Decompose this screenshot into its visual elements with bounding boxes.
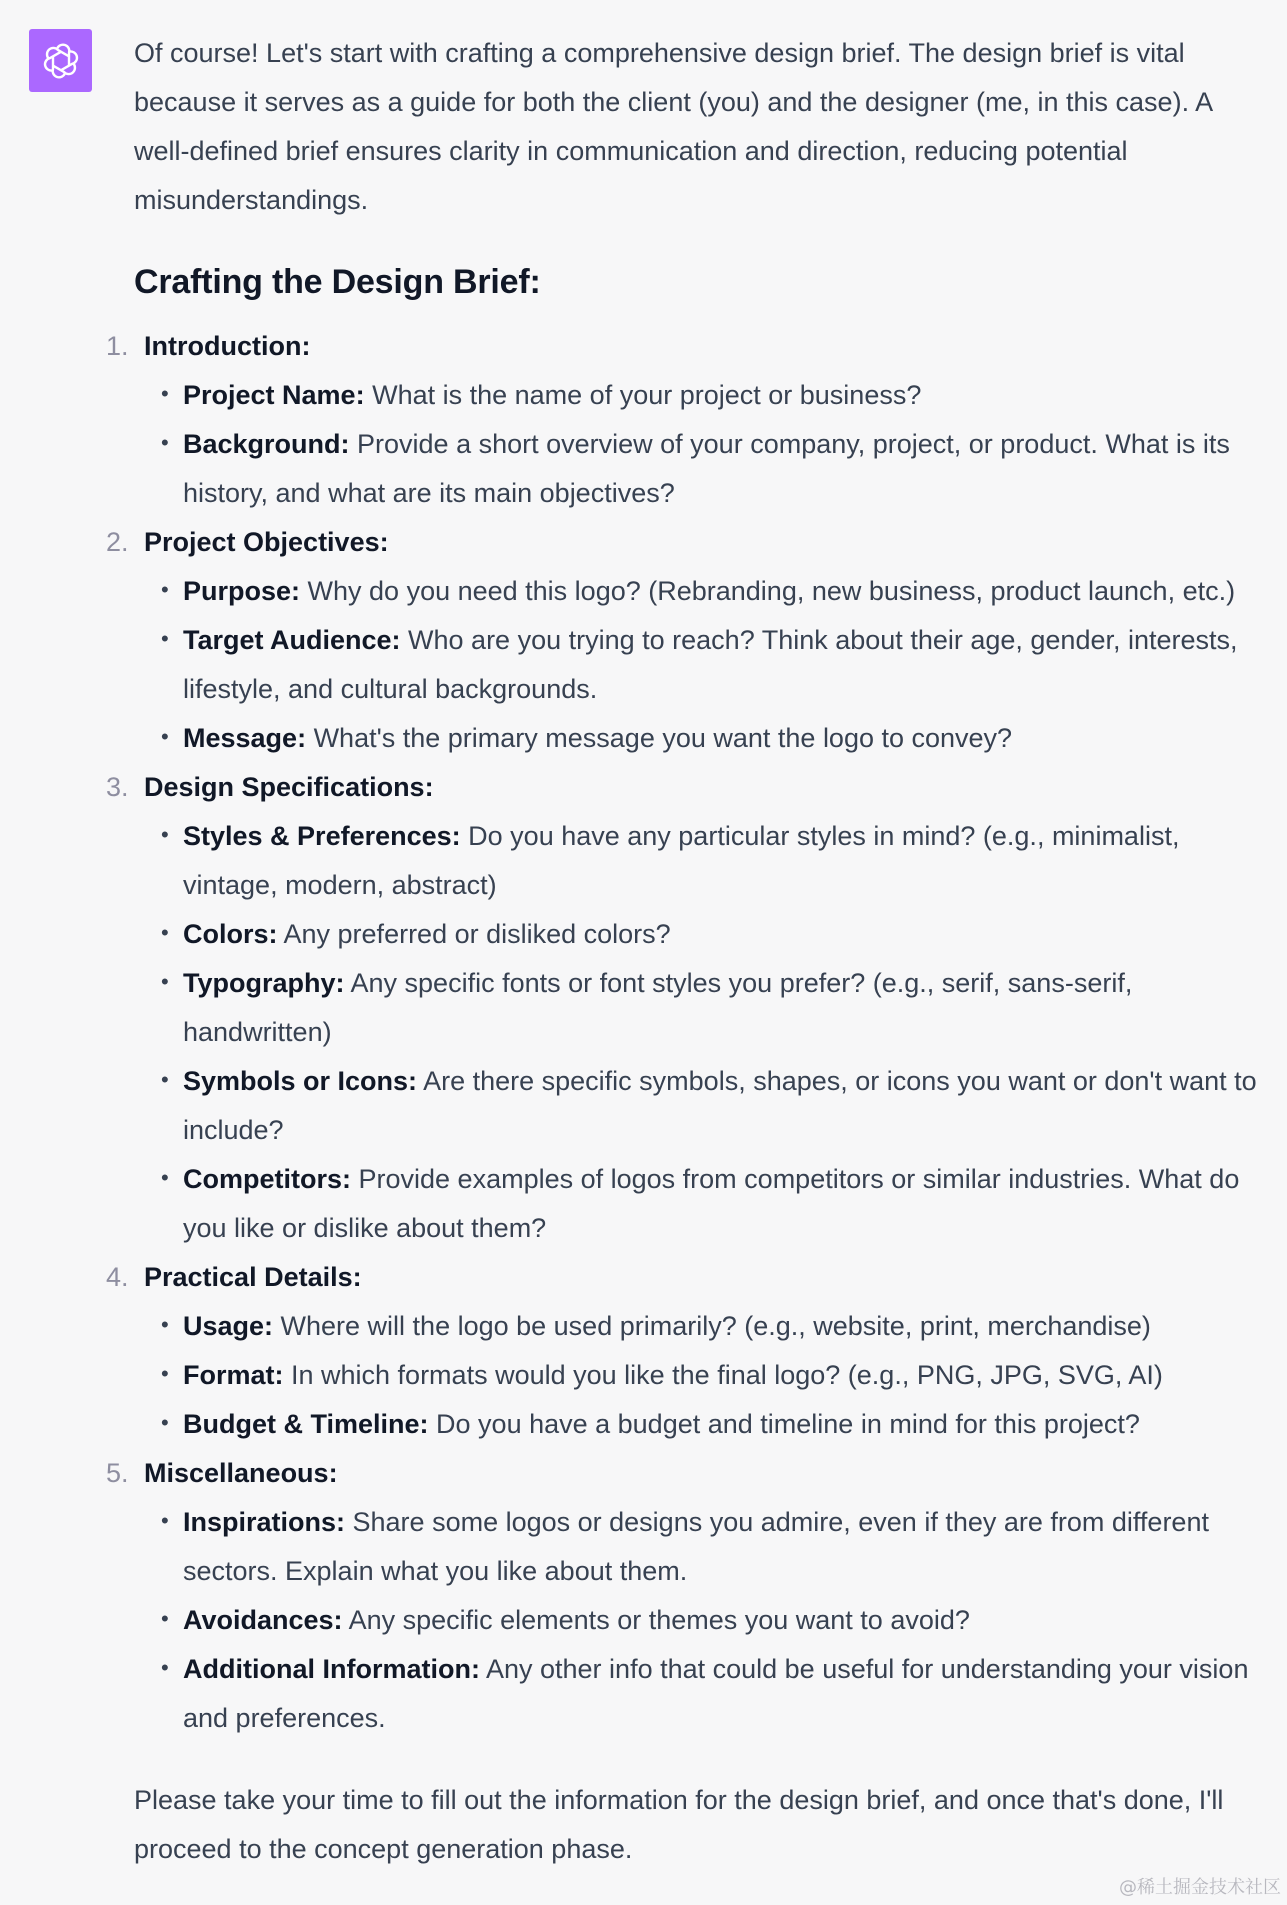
bullet-icon: • — [161, 1410, 169, 1435]
list-item — [161, 812, 1274, 910]
list-item — [106, 322, 1274, 518]
list-item — [161, 420, 1274, 518]
outro-paragraph: Please take your time to fill out the information for the design brief, and once that's done, I'll proceed to the concept generation phase. — [134, 1785, 1224, 1864]
list-item — [161, 1596, 1274, 1645]
item-text: Any other info that could be useful for understanding your vision and preferences. — [183, 1654, 1249, 1733]
item-text: Do you have a budget and timeline in mind for this project? — [428, 1409, 1140, 1439]
section-title: Practical Details: — [144, 1262, 362, 1292]
item-label: Styles & Preferences: — [183, 821, 461, 851]
item-label: Symbols or Icons: — [183, 1066, 418, 1096]
list-item — [161, 371, 1274, 420]
list-item — [161, 1351, 1274, 1400]
item-label: Purpose: — [183, 576, 301, 606]
list-number: 4. — [106, 1262, 129, 1292]
list-item — [161, 616, 1274, 714]
list-item — [161, 714, 1274, 763]
list-number: 2. — [106, 527, 129, 557]
list-item — [161, 910, 1274, 959]
bullet-icon: • — [161, 969, 169, 994]
list-item — [106, 1253, 1274, 1449]
item-text: Are there specific symbols, shapes, or icons you want or don't want to include? — [183, 1066, 1257, 1145]
assistant-avatar — [29, 29, 92, 92]
list-item — [106, 763, 1274, 1253]
item-text: Share some logos or designs you admire, even if they are from different sectors. Explain what you like about them. — [183, 1507, 1209, 1586]
section-title: Introduction: — [144, 331, 311, 361]
item-label: Inspirations: — [183, 1507, 346, 1537]
section-title: Miscellaneous: — [144, 1458, 338, 1488]
sub-list — [134, 567, 1274, 763]
list-item — [161, 1155, 1274, 1253]
item-text: Any specific fonts or font styles you prefer? (e.g., serif, sans-serif, handwritten) — [183, 968, 1133, 1047]
item-label: Format: — [183, 1360, 284, 1390]
item-label: Usage: — [183, 1311, 274, 1341]
bullet-icon: • — [161, 381, 169, 406]
list-item — [161, 1498, 1274, 1596]
list-item — [106, 518, 1274, 763]
item-text: Where will the logo be used primarily? (e.g., website, print, merchandise) — [273, 1311, 1151, 1341]
bullet-icon: • — [161, 1508, 169, 1533]
bullet-icon: • — [161, 1606, 169, 1631]
item-label: Project Name: — [183, 380, 365, 410]
bullet-icon: • — [161, 1361, 169, 1386]
list-number: 3. — [106, 772, 129, 802]
bullet-icon: • — [161, 430, 169, 455]
item-label: Typography: — [183, 968, 345, 998]
sub-list — [134, 812, 1274, 1253]
watermark: @稀土掘金技术社区 — [1119, 1877, 1281, 1898]
item-label: Avoidances: — [183, 1605, 343, 1635]
list-number: 5. — [106, 1458, 129, 1488]
list-item — [161, 1400, 1274, 1449]
item-label: Additional Information: — [183, 1654, 480, 1684]
list-number: 1. — [106, 331, 129, 361]
sub-list — [134, 371, 1274, 518]
section-heading: Crafting the Design Brief: — [134, 263, 541, 301]
item-text: What is the name of your project or business? — [364, 380, 922, 410]
item-label: Message: — [183, 723, 307, 753]
section-title: Project Objectives: — [144, 527, 389, 557]
openai-logo-icon — [41, 41, 81, 81]
list-item — [161, 1302, 1274, 1351]
design-brief-list — [106, 322, 1274, 1743]
bullet-icon: • — [161, 626, 169, 651]
bullet-icon: • — [161, 1067, 169, 1092]
list-item — [161, 1645, 1274, 1743]
item-text: Any specific elements or themes you want to avoid? — [342, 1605, 970, 1635]
list-item — [106, 1449, 1274, 1743]
bullet-icon: • — [161, 577, 169, 602]
item-text: Why do you need this logo? (Rebranding, new business, product launch, etc.) — [300, 576, 1236, 606]
intro-paragraph: Of course! Let's start with crafting a comprehensive design brief. The design brief is vital because it serves as a guide for both the client (you) and the designer (me, in this case). A well-defined brief ensures clarity in communication and direction, reducing potential misunderstandings. — [134, 38, 1212, 215]
item-label: Competitors: — [183, 1164, 351, 1194]
item-label: Target Audience: — [183, 625, 401, 655]
bullet-icon: • — [161, 920, 169, 945]
item-text: Any preferred or disliked colors? — [277, 919, 671, 949]
item-text: Do you have any particular styles in mind? (e.g., minimalist, vintage, modern, abstract) — [183, 821, 1180, 900]
item-label: Budget & Timeline: — [183, 1409, 429, 1439]
item-label: Colors: — [183, 919, 278, 949]
item-text: Provide examples of logos from competitors or similar industries. What do you like or dislike about them? — [183, 1164, 1240, 1243]
bullet-icon: • — [161, 1655, 169, 1680]
item-text: Who are you trying to reach? Think about their age, gender, interests, lifestyle, and cultural backgrounds. — [183, 625, 1238, 704]
list-item — [161, 567, 1274, 616]
item-text: What's the primary message you want the logo to convey? — [306, 723, 1013, 753]
list-item — [161, 959, 1274, 1057]
item-label: Background: — [183, 429, 350, 459]
bullet-icon: • — [161, 1312, 169, 1337]
section-title: Design Specifications: — [144, 772, 434, 802]
bullet-icon: • — [161, 724, 169, 749]
list-item — [161, 1057, 1274, 1155]
item-text: Provide a short overview of your company, project, or product. What is its history, and what are its main objectives? — [183, 429, 1230, 508]
sub-list — [134, 1302, 1274, 1449]
assistant-message — [106, 29, 1274, 1874]
sub-list — [134, 1498, 1274, 1743]
item-text: In which formats would you like the final logo? (e.g., PNG, JPG, SVG, AI) — [283, 1360, 1163, 1390]
bullet-icon: • — [161, 1165, 169, 1190]
bullet-icon: • — [161, 822, 169, 847]
